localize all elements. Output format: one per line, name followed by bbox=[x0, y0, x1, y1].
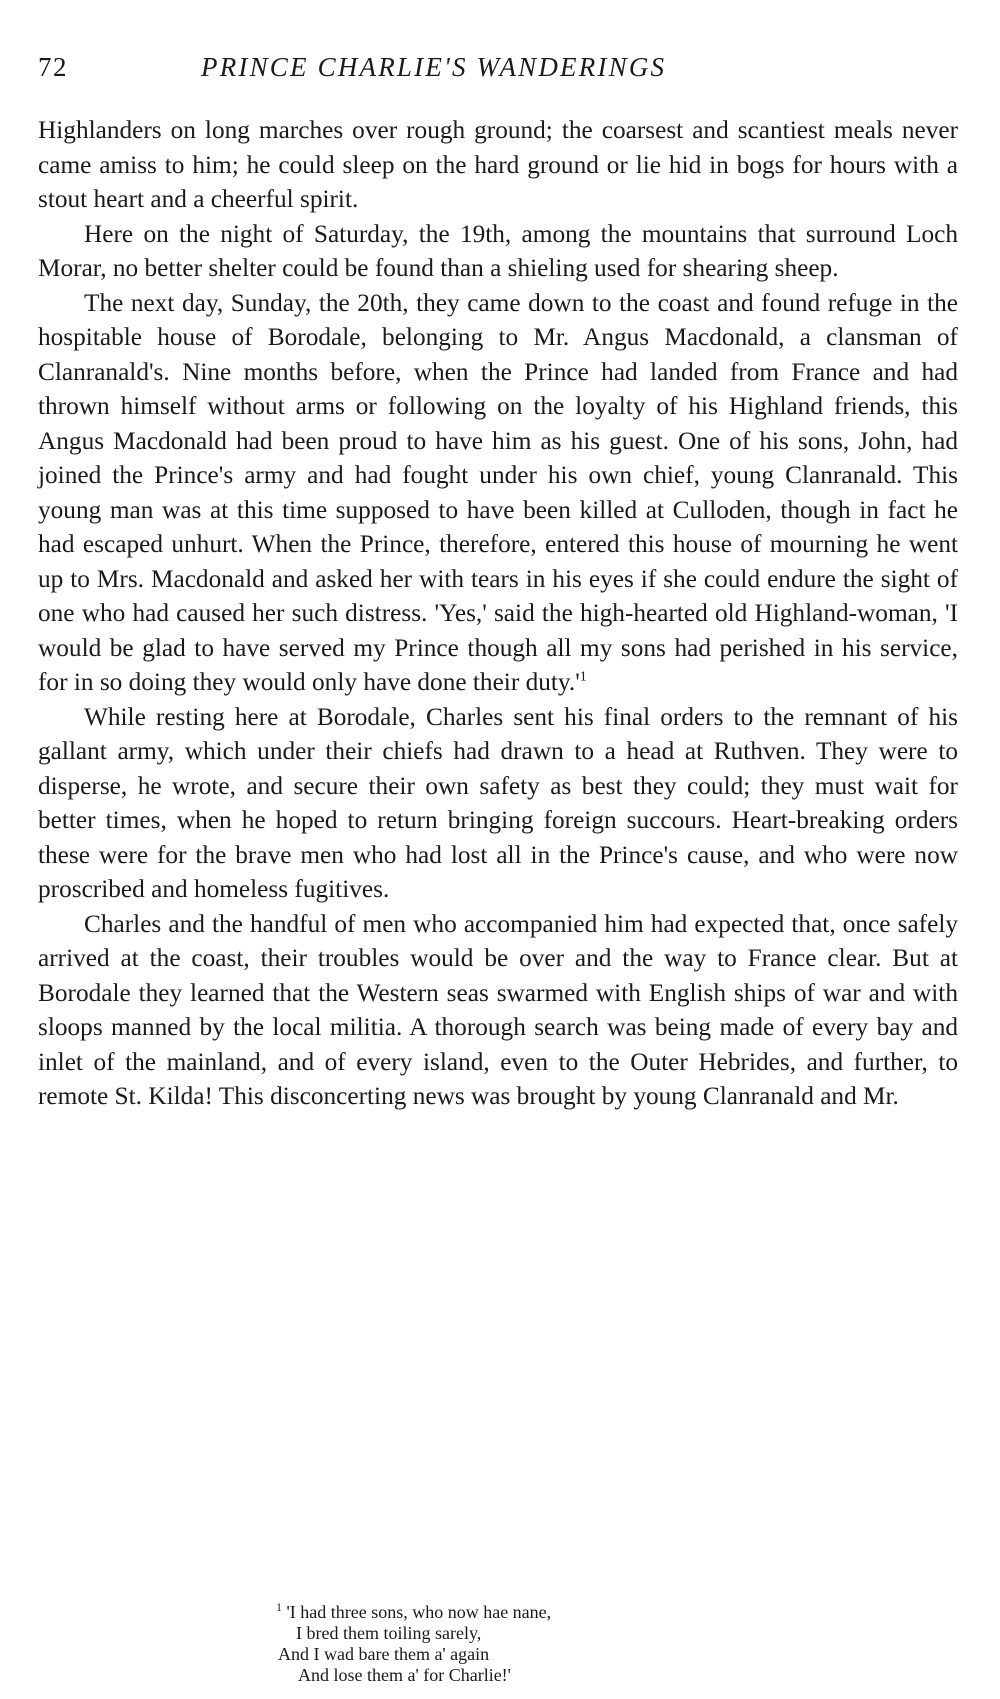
paragraph bbox=[38, 286, 958, 700]
paragraph: Here on the night of Saturday, the 19th, among the mountains that surround Loch Morar, no better shelter could be found than a shieling used for shearing sheep. bbox=[38, 219, 958, 282]
paragraph-text: The next day, Sunday, the 20th, they came down to the coast and found refuge in the hospitable house of Borodale, belonging to Mr. Angus Macdonald, a clansman of Clanranald's. Nine months before, when the Prince had landed from France and had thrown himself without arms or following on the loyalty of his Highland friends, this Angus Macdonald had been proud to have him as his guest. One of his sons, John, had joined the Prince's army and had fought under his own chief, young Clanranald. This young man was at this time supposed to have been killed at Culloden, though in fact he had escaped unhurt. When the Prince, therefore, entered this house of mourning he went up to Mrs. Macdonald and asked her with tears in his eyes if she could endure the sight of one who had caused her such distress. 'Yes,' said the high-hearted old Highland-woman, 'I would be glad to have served my Prince though all my sons had perished in his service, for in so doing they would only have done their duty.' bbox=[38, 288, 958, 696]
paragraph: Charles and the handful of men who accompanied him had expected that, once safely arrived at the coast, their troubles would be over and the way to France clear. But at Borodale they learned that the Western seas swarmed with English ships of war and with sloops manned by the local militia. A thorough search was being made of every bay and inlet of the mainland, and of every island, even to the Outer Hebrides, and further, to remote St. Kilda! This disconcerting news was brought by young Clanranald and Mr. bbox=[38, 909, 958, 1110]
body-text bbox=[38, 113, 958, 1114]
footnote-line: I bred them toiling sarely, bbox=[296, 1623, 482, 1643]
footnote-line: And lose them a' for Charlie!' bbox=[298, 1665, 511, 1685]
page-number: 72 bbox=[38, 52, 68, 82]
footnote-line: And I wad bare them a' again bbox=[278, 1644, 490, 1664]
running-head bbox=[38, 52, 958, 92]
footnote-marker: 1 bbox=[276, 1600, 282, 1614]
running-title: PRINCE CHARLIE'S WANDERINGS bbox=[201, 52, 667, 82]
footnote-reference: 1 bbox=[579, 669, 587, 685]
footnote-line-text: 'I had three sons, who now hae nane, bbox=[286, 1602, 552, 1622]
paragraph: While resting here at Borodale, Charles sent his final orders to the remnant of his gallant army, which under their chiefs had drawn to a head at Ruthven. They were to disperse, he wrote, and secure their own safety as best they could; they must wait for better times, when he hoped to return bringing foreign succours. Heart-breaking orders these were for the brave men who had lost all in the Prince's cause, and who were now proscribed and homeless fugitives. bbox=[38, 702, 958, 903]
paragraph: Highlanders on long marches over rough ground; the coarsest and scantiest meals never came amiss to him; he could sleep on the hard ground or lie hid in bogs for hours with a stout heart and a cheerful spirit. bbox=[38, 116, 958, 213]
footnote-line bbox=[276, 1597, 736, 1623]
footnote bbox=[276, 1597, 736, 1686]
